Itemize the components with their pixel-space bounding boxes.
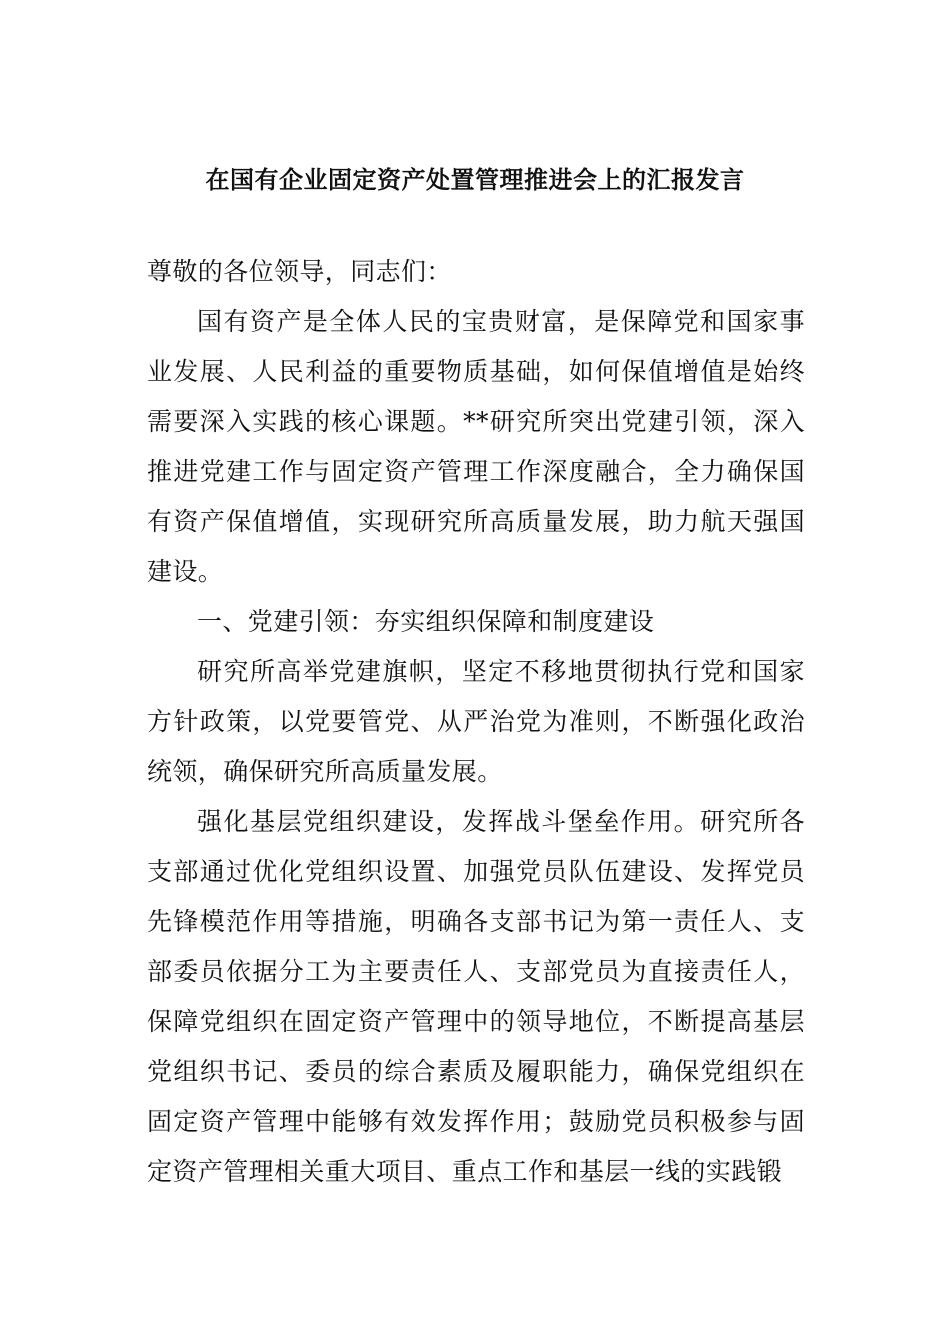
- paragraph-intro: 国有资产是全体人民的宝贵财富，是保障党和国家事业发展、人民利益的重要物质基础，如何保值增值是始终需要深入实践的核心课题。**研究所突出党建引领，深入推进党建工作与固定资产管理工作深度融合，全力确保国有资产保值增值，实现研究所高质量发展，助力航天强国建设。: [147, 307, 805, 586]
- document-title: 在国有企业固定资产处置管理推进会上的汇报发言: [205, 165, 745, 194]
- section-heading-1: 一、党建引领：夯实组织保障和制度建设: [197, 607, 655, 636]
- salutation: 尊敬的各位领导，同志们：: [147, 257, 452, 286]
- paragraph-party-building: 研究所高举党建旗帜，坚定不移地贯彻执行党和国家方针政策，以党要管党、从严治党为准则，不断强化政治统领，确保研究所高质量发展。: [147, 657, 805, 786]
- document-body: [147, 247, 805, 1197]
- paragraph-grassroots: 强化基层党组织建设，发挥战斗堡垒作用。研究所各支部通过优化党组织设置、加强党员队伍建设、发挥党员先锋模范作用等措施，明确各支部书记为第一责任人、支部委员依据分工为主要责任人、支部党员为直接责任人，保障党组织在固定资产管理中的领导地位，不断提高基层党组织书记、委员的综合素质及履职能力，确保党组织在固定资产管理中能够有效发挥作用；鼓励党员积极参与固定资产管理相关重大项目、重点工作和基层一线的实践锻: [147, 807, 805, 1186]
